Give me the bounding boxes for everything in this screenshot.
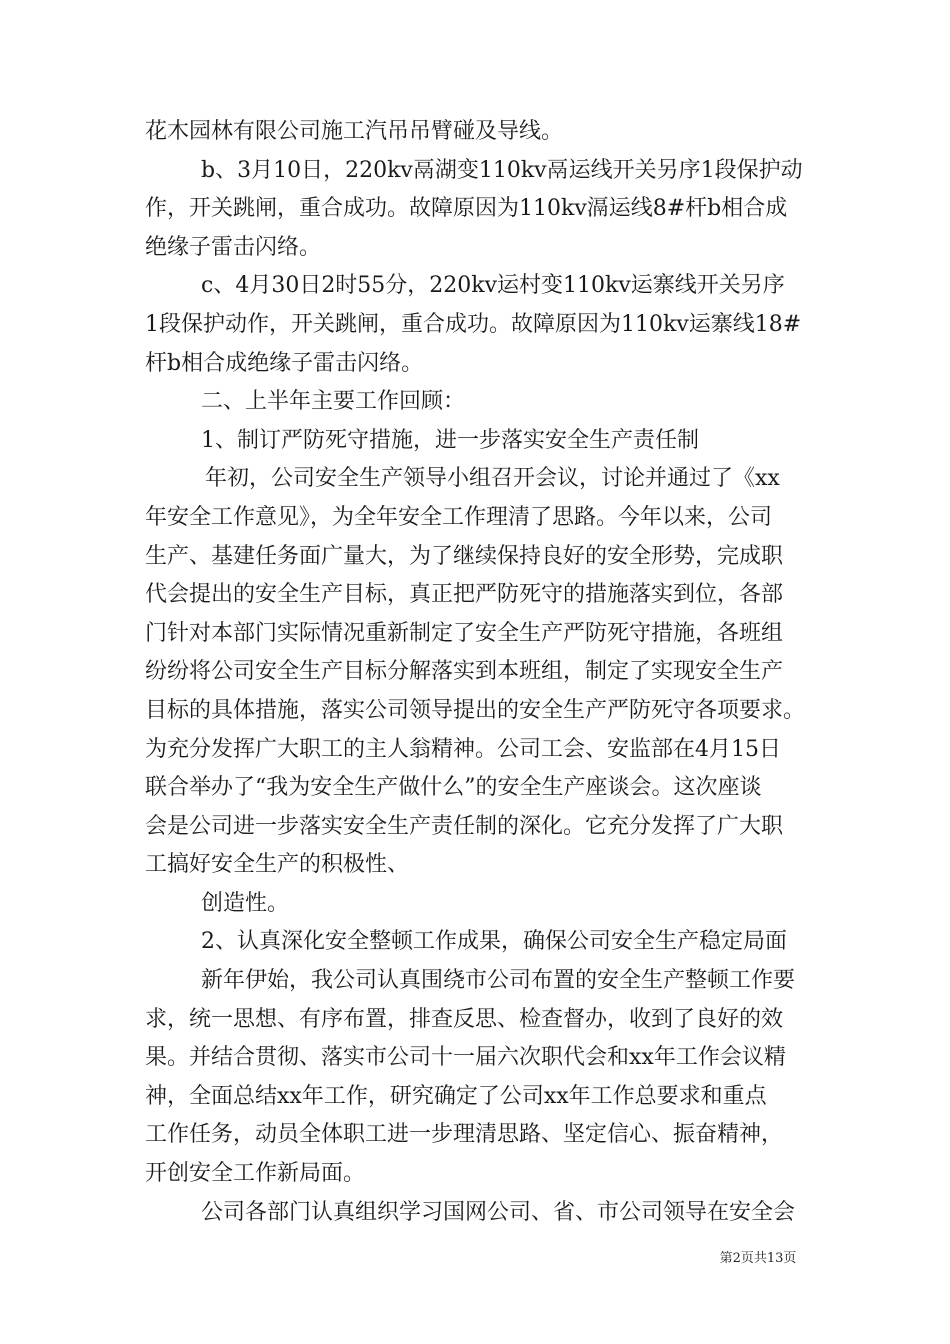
page-footer bbox=[0, 1247, 950, 1266]
text-line: 联合举办了“我为安全生产做什么”的安全生产座谈会。这次座谈 bbox=[145, 775, 762, 801]
text-line: 纷纷将公司安全生产目标分解落实到本班组，制定了实现安全生产 bbox=[145, 659, 784, 685]
text-line: 生产、基建任务面广量大，为了继续保持良好的安全形势，完成职 bbox=[145, 543, 784, 569]
text-line: 创造性。 bbox=[201, 890, 290, 916]
text-line: 开创安全工作新局面。 bbox=[145, 1161, 366, 1187]
text-line: 门针对本部门实际情况重新制定了安全生产严防死守措施，各班组 bbox=[145, 620, 784, 646]
text-line: 会是公司进一步落实安全生产责任制的深化。它充分发挥了广大职 bbox=[145, 813, 784, 839]
text-line: 目标的具体措施，落实公司领导提出的安全生产严防死守各项要求。 bbox=[145, 697, 806, 723]
text-line: 神，全面总结xx年工作，研究确定了公司xx年工作总要求和重点 bbox=[145, 1083, 767, 1109]
section-heading: 二、上半年主要工作回顾： bbox=[201, 389, 466, 415]
text-line: b、3月10日，220kv鬲湖变110kv鬲运线开关另序1段保护动 bbox=[201, 157, 803, 183]
subsection-heading: 2、认真深化安全整顿工作成果，确保公司安全生产稳定局面 bbox=[201, 929, 787, 955]
text-line: 年安全工作意见》，为全年安全工作理清了思路。今年以来，公司 bbox=[145, 504, 773, 530]
text-line: 花木园林有限公司施工汽吊吊臂碰及导线。 bbox=[145, 119, 564, 144]
text-line: 杆b相合成绝缘子雷击闪络。 bbox=[145, 350, 424, 376]
text-line: 绝缘子雷击闪络。 bbox=[145, 234, 322, 260]
text-line: 年初，公司安全生产领导小组召开会议，讨论并通过了《xx bbox=[205, 466, 780, 492]
text-line: 1段保护动作，开关跳闸，重合成功。故障原因为110kv运寨线18# bbox=[145, 311, 802, 337]
text-line: c、4月30日2时55分，220kv运村变110kv运寨线开关另序 bbox=[201, 273, 785, 299]
text-line: 新年伊始，我公司认真围绕市公司布置的安全生产整顿工作要 bbox=[201, 968, 796, 994]
subsection-heading: 1、制订严防死守措施，进一步落实安全生产责任制 bbox=[201, 427, 699, 453]
text-line: 为充分发挥广大职工的主人翁精神。公司工会、安监部在4月15日 bbox=[145, 736, 781, 762]
text-line: 果。并结合贯彻、落实市公司十一届六次职代会和xx年工作会议精 bbox=[145, 1045, 786, 1071]
text-line: 工搞好安全生产的积极性、 bbox=[145, 852, 410, 878]
document-body bbox=[145, 113, 825, 1232]
text-line: 作，开关跳闸，重合成功。故障原因为110kv滆运线8#杆b相合成 bbox=[145, 196, 788, 222]
text-line: 代会提出的安全生产目标，真正把严防死守的措施落实到位，各部 bbox=[145, 582, 784, 608]
page-number: 第2页共13页 bbox=[719, 1251, 797, 1266]
text-line: 求，统一思想、有序布置，排查反思、检查督办，收到了良好的效 bbox=[145, 1006, 784, 1032]
text-line: 工作任务，动员全体职工进一步理清思路、坚定信心、振奋精神， bbox=[145, 1122, 784, 1148]
text-line: 公司各部门认真组织学习国网公司、省、市公司领导在安全会 bbox=[201, 1199, 796, 1225]
